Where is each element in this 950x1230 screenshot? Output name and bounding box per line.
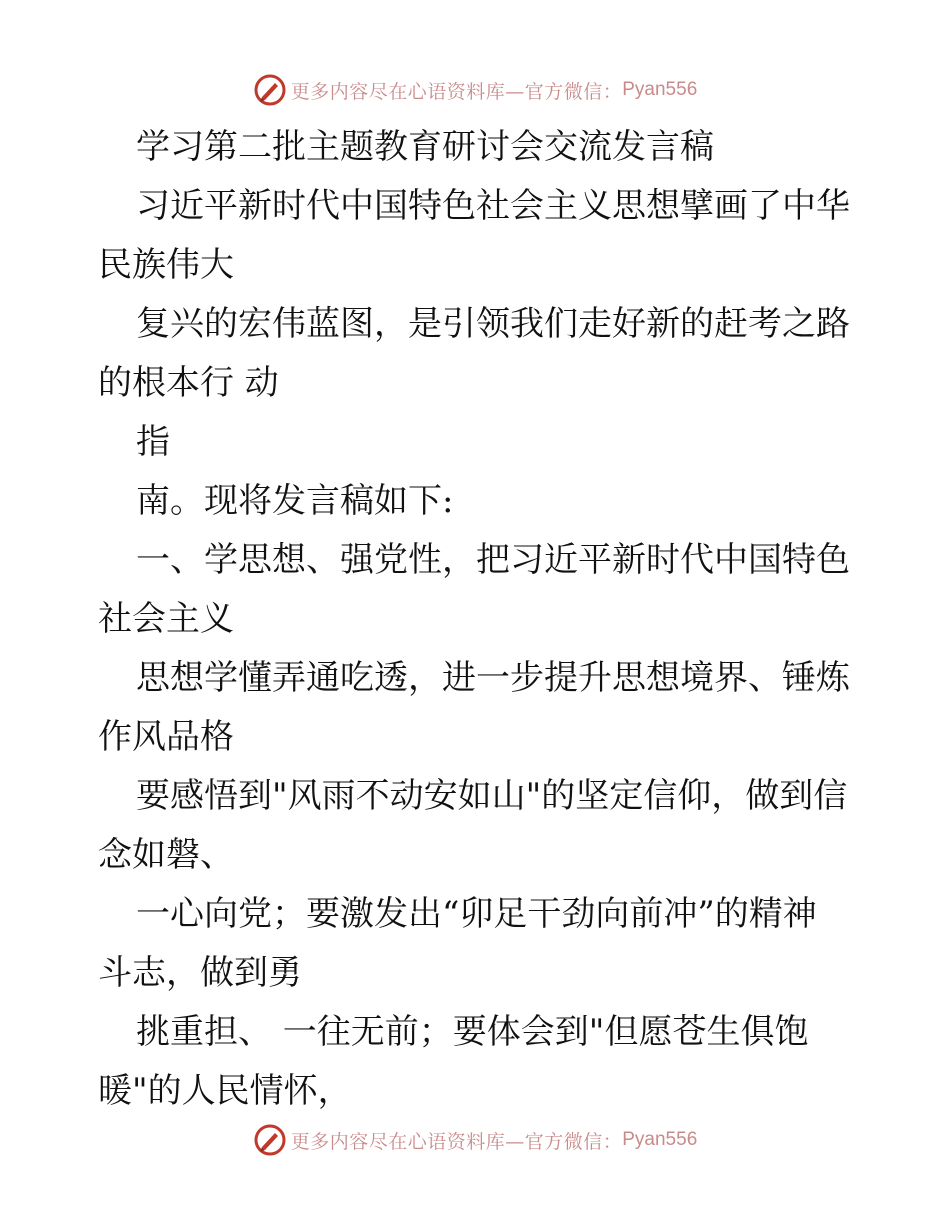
text-line: 思想学懂弄通吃透，进一步提升思想境界、锤炼 [136,658,850,698]
watermark-text: 更多内容尽在心语资料库—官方微信： [290,80,623,103]
text-line: 作风品格 [98,717,234,757]
watermark-wechat-id: Pyan556 [622,1129,698,1150]
header-watermark [0,70,950,110]
text-line: 暖"的人民情怀， [98,1071,352,1111]
text-line: 复兴的宏伟蓝图，是引领我们走好新的赶考之路 [136,304,850,344]
document-title: 学习第二批主题教育研讨会交流发言稿 [136,127,714,167]
text-line: 的根本行 动 [98,363,279,403]
text-line: 斗志，做到勇 [98,953,302,993]
pen-logo-icon [253,73,287,107]
watermark-wechat-id: Pyan556 [622,79,698,100]
text-line: 南。现将发言稿如下: [136,481,454,521]
text-line: 念如磐、 [98,835,234,875]
text-line: 习近平新时代中国特色社会主义思想擘画了中华 [136,186,850,226]
text-line: 指 [136,422,170,462]
footer-watermark [0,1120,950,1160]
text-line: 民族伟大 [98,245,234,285]
text-line: 社会主义 [98,599,234,639]
text-line: 要感悟到"风雨不动安如山"的坚定信仰，做到信 [136,776,848,816]
text-line: 一心向党；要激发出“卯足干劲向前冲”的精神 [136,894,817,934]
document-body [98,118,858,1121]
pen-logo-icon [253,1123,287,1157]
text-line: 挑重担、 一往无前；要体会到"但愿苍生俱饱 [136,1012,809,1052]
section-heading: 一、学思想、强党性，把习近平新时代中国特色 [136,540,850,580]
watermark-text: 更多内容尽在心语资料库—官方微信： [290,1130,623,1153]
